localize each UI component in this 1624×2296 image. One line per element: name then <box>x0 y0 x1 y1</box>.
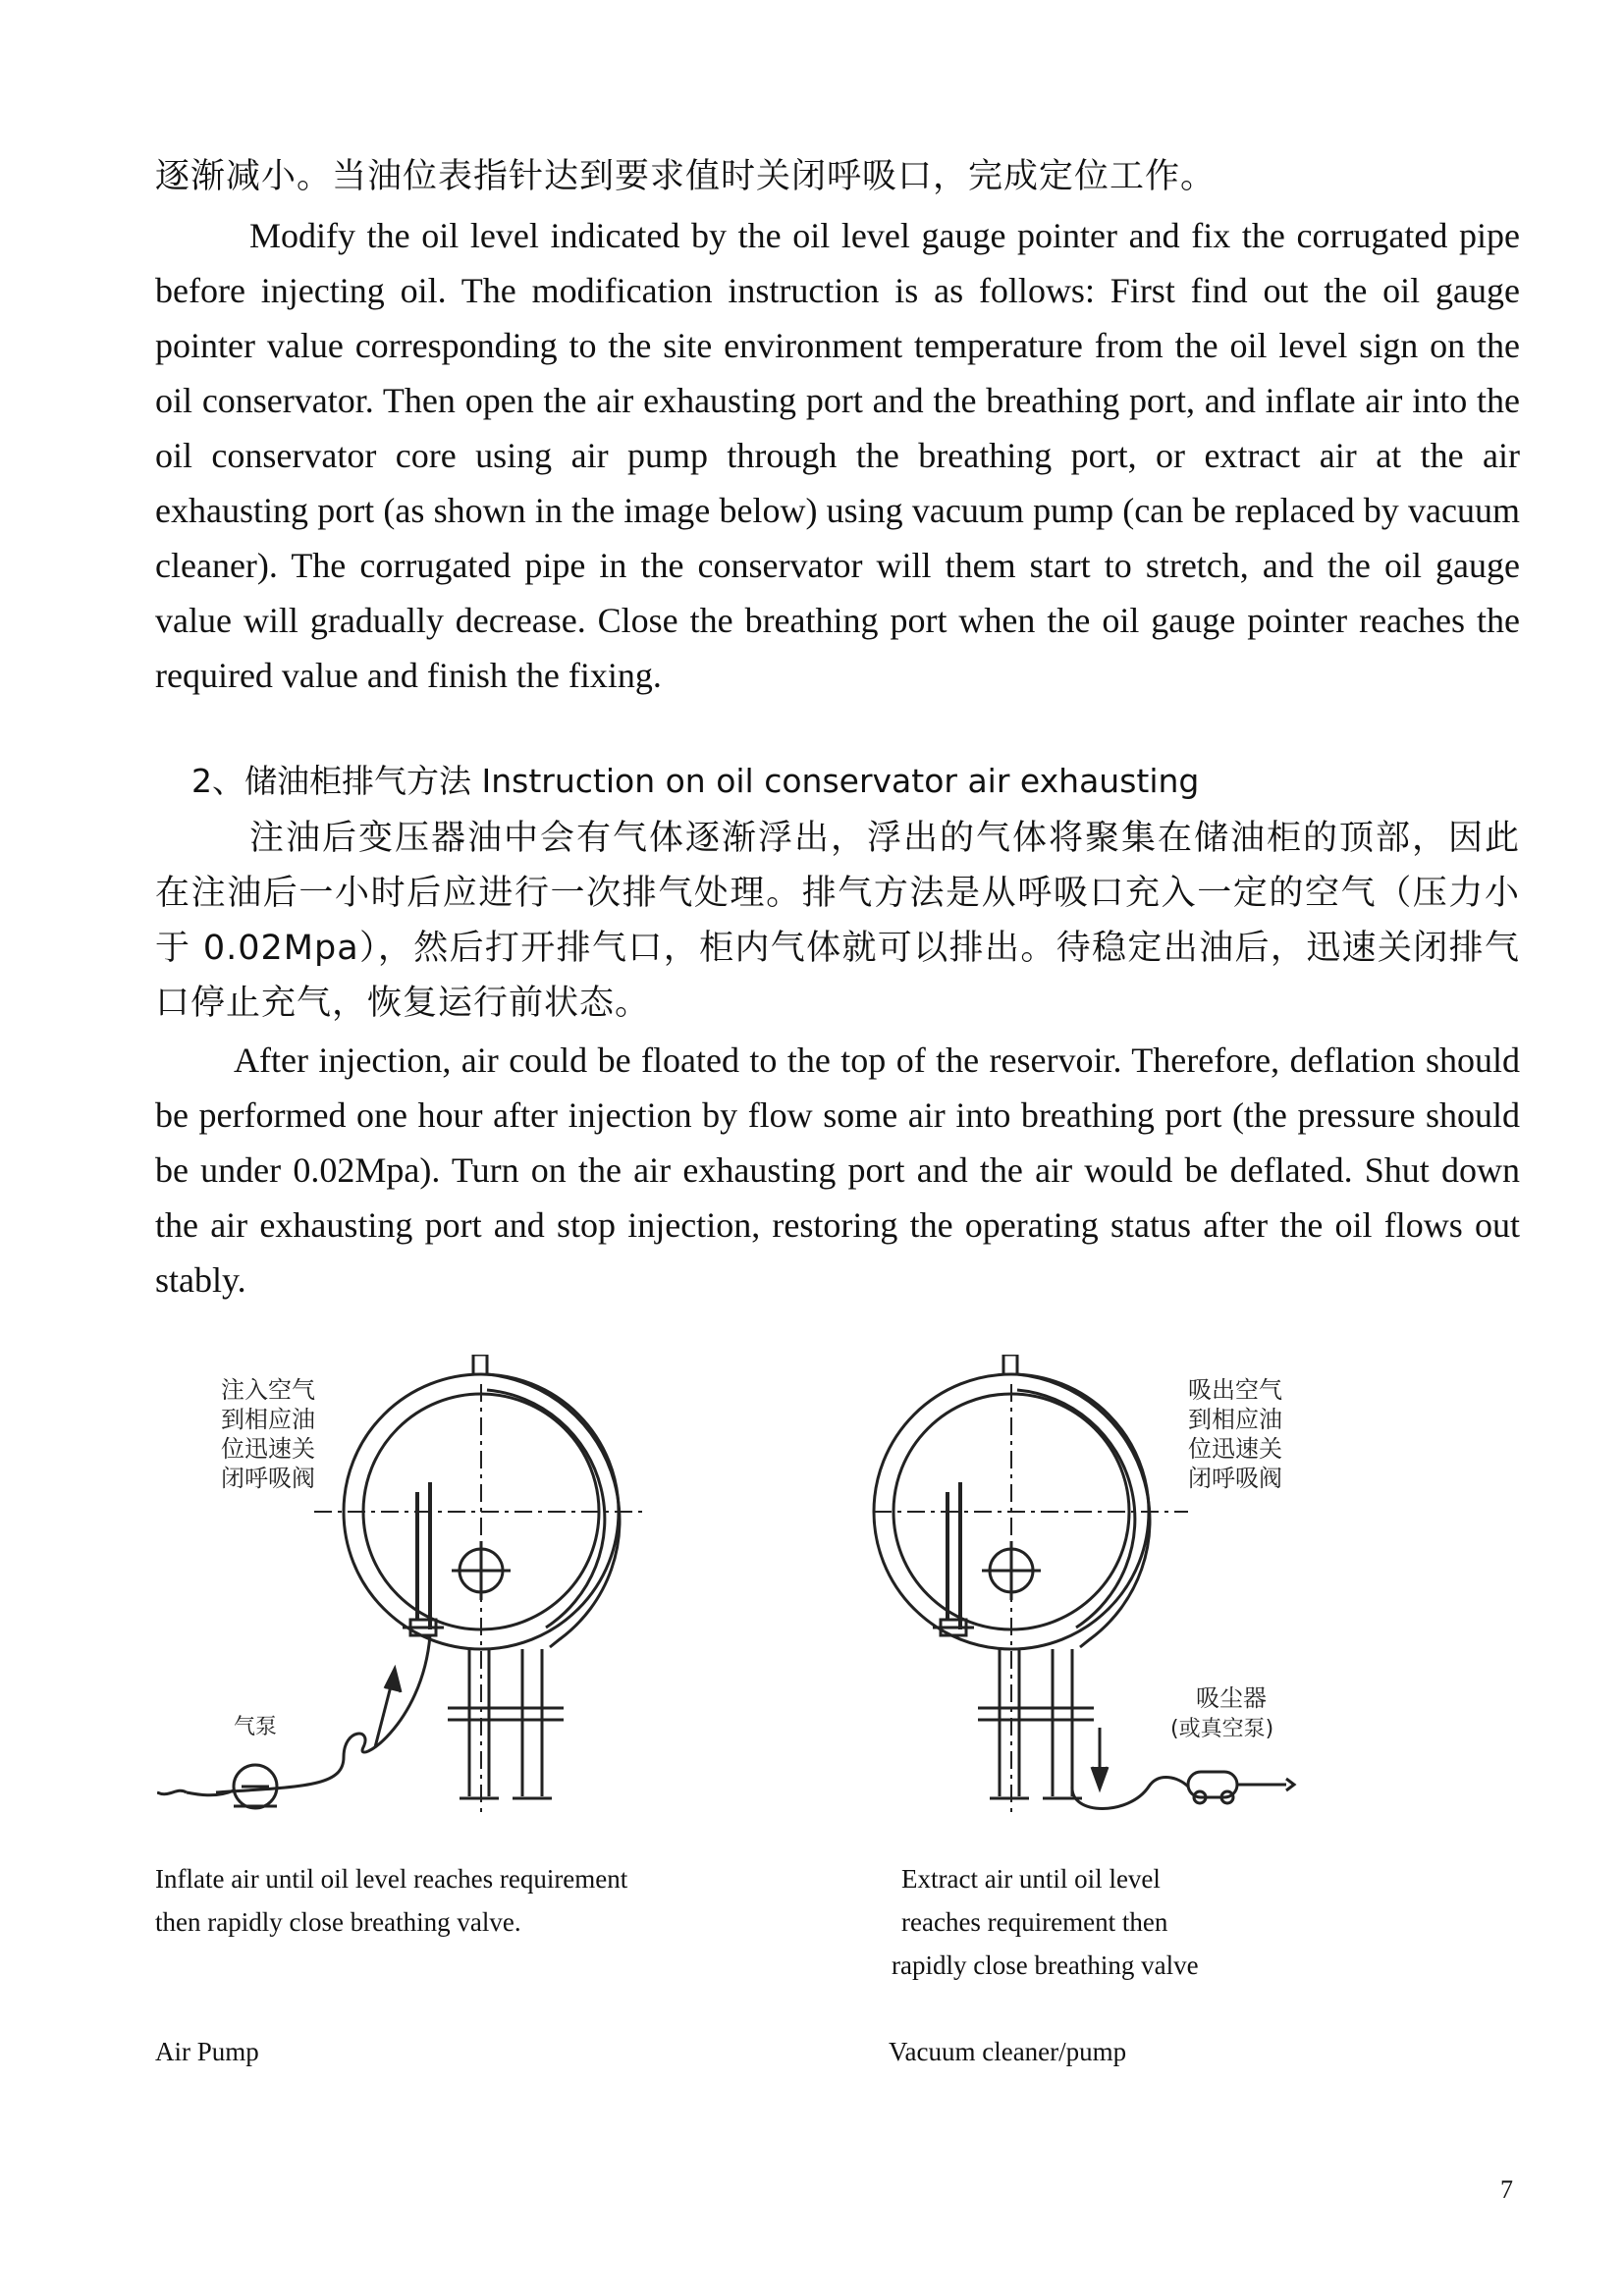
left-caption-line-1: Inflate air until oil level reaches requirement <box>155 1864 628 1894</box>
right-caption <box>901 1857 1167 1944</box>
vacuum-label-cn-2: (或真空泵) <box>1170 1717 1274 1741</box>
section-heading: 2、储油柜排气方法 Instruction on oil conservator air exhausting <box>191 762 1200 800</box>
left-label-line-4: 闭呼吸阀 <box>221 1465 315 1492</box>
left-caption <box>155 1857 627 1944</box>
figure-vacuum-pump <box>854 1355 1365 1826</box>
right-label-line-3: 位迅速关 <box>1188 1435 1282 1463</box>
right-caption-line-1: Extract air until oil level <box>901 1864 1161 1894</box>
left-label-line-3: 位迅速关 <box>221 1435 315 1463</box>
air-pump-label: Air Pump <box>155 2037 259 2066</box>
vacuum-pump-diagram <box>854 1355 1365 1826</box>
vacuum-pump-label: Vacuum cleaner/pump <box>889 2037 1127 2066</box>
left-label-line-1: 注入空气 <box>221 1376 315 1404</box>
right-label-line-4: 闭呼吸阀 <box>1188 1465 1282 1492</box>
pump-label-cn: 气泵 <box>234 1715 278 1739</box>
cn-intro-line: 逐渐减小。当油位表指针达到要求值时关闭呼吸口，完成定位工作。 <box>155 157 1217 196</box>
en-paragraph-2: After injection, air could be floated to the top of the reservoir. Therefore, deflation should be performed one hour after injection by flow some air into breathing port (the pressure should be under 0.02Mpa). Turn on the air exhausting port and the air would be deflated. Shut down the air exhausting port and stop injection, restoring the operating status after the oil flows out stably. <box>155 1041 1520 1300</box>
right-label-line-1: 吸出空气 <box>1188 1376 1282 1404</box>
right-caption-line-3: rapidly close breathing valve <box>892 1950 1199 1980</box>
en-paragraph-1: Modify the oil level indicated by the oil level gauge pointer and fix the corrugated pipe before injecting oil. The modification instruction is as follows: First find out the oil gauge pointer value corresponding to the site environment temperature from the oil level sign on the oil conservator. Then open the air exhausting port and the breathing port, and inflate air into the oil conservator core using air pump through the breathing port, or extract air at the air exhausting port (as shown in the image below) using vacuum pump (can be replaced by vacuum cleaner). The corrugated pipe in the conservator will them start to stretch, and the oil gauge value will gradually decrease. Close the breathing port when the oil gauge pointer reaches the required value and finish the fixing. <box>155 216 1520 695</box>
figure-air-pump <box>157 1355 707 1826</box>
air-pump-diagram <box>157 1355 707 1826</box>
vacuum-label-cn-1: 吸尘器 <box>1196 1684 1267 1712</box>
right-label-line-2: 到相应油 <box>1188 1406 1282 1433</box>
page-number: 7 <box>1500 2175 1513 2204</box>
left-caption-line-2: then rapidly close breathing valve. <box>155 1907 521 1937</box>
cn-paragraph-2: 注油后变压器油中会有气体逐渐浮出，浮出的气体将聚集在储油柜的顶部，因此在注油后一小时后应进行一次排气处理。排气方法是从呼吸口充入一定的空气（压力小于 0.02Mpa），然后打开排气口，柜内气体就可以排出。待稳定出油后，迅速关闭排气口停止充气，恢复运行前状态。 <box>155 819 1520 1023</box>
left-label-line-2: 到相应油 <box>221 1406 315 1433</box>
right-caption-line-2: reaches requirement then <box>901 1907 1168 1937</box>
